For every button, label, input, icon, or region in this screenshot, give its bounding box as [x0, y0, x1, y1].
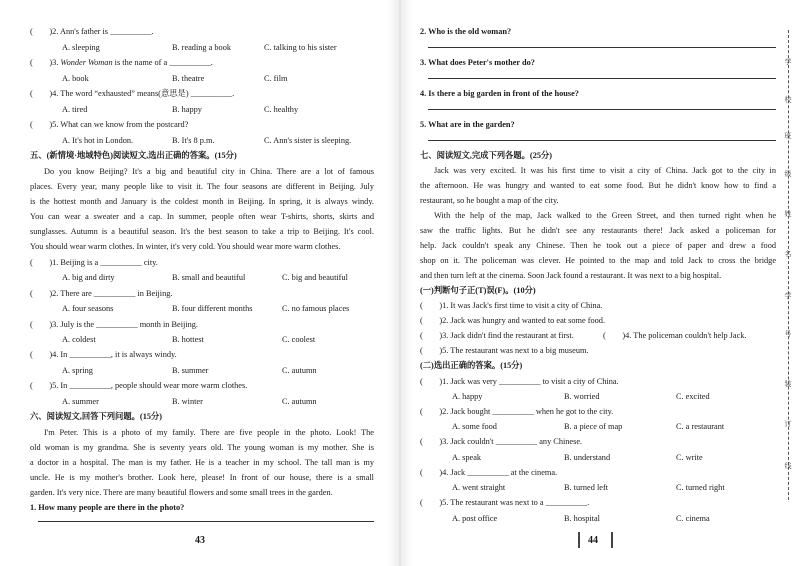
- option-a: A. sleeping: [62, 43, 100, 52]
- option-c: C. Ann's sister is sleeping.: [264, 136, 352, 145]
- passage-line: a doctor in a hospital. The man is my father. He is a teacher in my school. The tall man is my: [30, 458, 374, 467]
- option-b: B. summer: [172, 366, 209, 375]
- question-3-title: Wonder Woman: [60, 58, 113, 67]
- question-3-num: ( )3.: [30, 58, 61, 67]
- question-2: ( )2. Ann's father is __________.: [30, 27, 154, 36]
- option-a: A. post office: [452, 514, 498, 523]
- option-a: A. coldest: [62, 335, 96, 344]
- option-a: A. book: [62, 74, 89, 83]
- tf-question-4: ( )4. The policeman couldn't help Jack.: [603, 331, 747, 340]
- margin-char: 名: [784, 250, 792, 258]
- option-a: A. happy: [452, 392, 483, 401]
- question-3: 3. What does Peter's mother do?: [420, 58, 535, 67]
- option-a: A. big and dirty: [62, 273, 115, 282]
- question-1: 1. How many people are there in the photo?: [30, 503, 185, 512]
- option-b: B. turned left: [564, 483, 609, 492]
- page-number-bar-left: [578, 532, 580, 548]
- mc-question-3: ( )3. Jack couldn't __________ any Chinese.: [420, 437, 583, 446]
- passage-line: garden. It's very nice. There are many beautiful flowers and some small trees in the garden.: [30, 488, 333, 497]
- question-5: ( )5. What can we know from the postcard?: [30, 120, 189, 129]
- option-a: A. went straight: [452, 483, 506, 492]
- answer-line[interactable]: [428, 140, 776, 141]
- section-6-title: 六、阅读短文,回答下列问题。(15分): [30, 412, 163, 421]
- question-5: ( )5. In __________, people should wear more warm clothes.: [30, 381, 248, 390]
- question-3-rest: is the name of a __________.: [112, 58, 213, 67]
- option-b: B. small and beautiful: [172, 273, 246, 282]
- tf-question-2: ( )2. Jack was hungry and wanted to eat some food.: [420, 316, 606, 325]
- option-c: C. autumn: [282, 366, 317, 375]
- right-page: [400, 0, 800, 566]
- passage-line: the afternoon. He was hungry and wanted to eat some food. But he didn't know how to find a: [420, 181, 776, 190]
- section-7-title: 七、阅读短文,完成下列各题。(25分): [420, 151, 553, 160]
- passage-line: help. Jack couldn't speak any Chinese. Then he took out a piece of paper and drew a food: [420, 241, 776, 250]
- option-b: B. a piece of map: [564, 422, 623, 431]
- question-2: ( )2. There are __________ in Beijing.: [30, 289, 173, 298]
- option-c: C. cinema: [676, 514, 710, 523]
- question-4: ( )4. In __________, it is always windy.: [30, 350, 177, 359]
- answer-line[interactable]: [38, 521, 374, 522]
- option-b: B. winter: [172, 397, 203, 406]
- option-c: C. healthy: [264, 105, 299, 114]
- part-2-title: (二)选出正确的答案。(15分): [420, 361, 523, 370]
- question-3: ( )3. July is the __________ month in Beijing.: [30, 320, 199, 329]
- margin-char: 姓: [784, 210, 792, 218]
- mc-question-4: ( )4. Jack __________ at the cinema.: [420, 468, 558, 477]
- option-a: A. tired: [62, 105, 88, 114]
- passage-line: Do you know Beijing? It's a big and beautiful city in China. There are a lot of famous: [44, 167, 374, 176]
- option-c: C. a restaurant: [676, 422, 725, 431]
- option-c: C. big and beautiful: [282, 273, 348, 282]
- option-b: B. worried: [564, 392, 600, 401]
- option-b: B. It's 8 p.m.: [172, 136, 215, 145]
- answer-line[interactable]: [428, 47, 776, 48]
- margin-char: 装: [784, 380, 792, 388]
- margin-char: 学: [784, 292, 792, 300]
- question-3: [30, 58, 213, 68]
- margin-char: 号: [784, 330, 792, 338]
- mc-question-5: ( )5. The restaurant was next to a __________.: [420, 498, 590, 507]
- option-c: C. coolest: [282, 335, 316, 344]
- passage-line: With the help of the map, Jack walked to the Green Street, and then turned right when he: [434, 211, 776, 220]
- passage-line: saw the traffic lights. But he didn't see any restaurants there! Jack asked a policeman for: [420, 226, 776, 235]
- passage-line: sunglasses. Autumn is a beautiful season. It's the best season to take a trip to Beijing. It's cool.: [30, 227, 374, 236]
- margin-char: 学: [784, 58, 792, 66]
- option-b: B. reading a book: [172, 43, 231, 52]
- option-a: A. speak: [452, 453, 482, 462]
- option-a: A. summer: [62, 397, 99, 406]
- tf-question-5: ( )5. The restaurant was next to a big museum.: [420, 346, 589, 355]
- option-a: A. four seasons: [62, 304, 114, 313]
- passage-line: old woman is my grandma. She is seventy years old. The young woman is my mother. She is: [30, 443, 374, 452]
- page-number-bar-right: [611, 532, 613, 548]
- option-c: C. write: [676, 453, 703, 462]
- passage-line: places. Every year, many people like to visit it. The four seasons are different in Beijing. July: [30, 182, 374, 191]
- passage-line: Jack was very excited. It was his first time to visit a city of China. Jack got to the city in: [434, 166, 776, 175]
- option-b: B. understand: [564, 453, 611, 462]
- option-c: C. autumn: [282, 397, 317, 406]
- part-1-title: (一)判断句子正(T)误(F)。(10分): [420, 286, 536, 295]
- passage-line: and then turn left at the cinema. Soon Jack found a restaurant. It was next to a big hospital.: [420, 271, 722, 280]
- tf-question-1: ( )1. It was Jack's first time to visit a city of China.: [420, 301, 603, 310]
- mc-question-2: ( )2. Jack bought __________ when he got to the city.: [420, 407, 614, 416]
- margin-char: 级: [784, 170, 792, 178]
- option-a: A. spring: [62, 366, 93, 375]
- option-b: B. hottest: [172, 335, 204, 344]
- page-number: 43: [195, 535, 205, 546]
- page-number: 44: [588, 535, 598, 546]
- question-1: ( )1. Beijing is a __________ city.: [30, 258, 158, 267]
- margin-char: 校: [784, 96, 792, 104]
- question-4: ( )4. The word “exhausted” means(意思是) __________.: [30, 89, 235, 98]
- margin-char: 订: [784, 420, 792, 428]
- option-b: B. four different months: [172, 304, 253, 313]
- option-c: C. talking to his sister: [264, 43, 337, 52]
- passage-line: uncle. He is my mother's brother. Look here, please! In front of our house, there is a small: [30, 473, 374, 482]
- answer-line[interactable]: [428, 109, 776, 110]
- question-2: 2. Who is the old woman?: [420, 27, 512, 36]
- question-5: 5. What are in the garden?: [420, 120, 515, 129]
- option-b: B. theatre: [172, 74, 205, 83]
- option-c: C. no famous places: [282, 304, 350, 313]
- passage-line: I'm Peter. This is a photo of my family. There are five people in the photo. Look! The: [44, 428, 374, 437]
- section-5-title: 五、(新情境·地域特色)阅读短文,选出正确的答案。(15分): [30, 151, 237, 160]
- margin-char: 线: [784, 462, 792, 470]
- mc-question-1: ( )1. Jack was very __________ to visit a city of China.: [420, 377, 619, 386]
- option-c: C. film: [264, 74, 288, 83]
- answer-line[interactable]: [428, 78, 776, 79]
- option-b: B. happy: [172, 105, 202, 114]
- passage-line: You can wear a sweater and a cap. In summer, people often wear T-shirts, shorts, skirts and: [30, 212, 374, 221]
- passage-line: is the hottest month and January is the coldest month in Beijing. In spring, it is always windy.: [30, 197, 374, 206]
- passage-line: restaurant, so he bought a map of the city.: [420, 196, 559, 205]
- option-a: A. It's hot in London.: [62, 136, 134, 145]
- tf-question-3: ( )3. Jack didn't find the restaurant at first.: [420, 331, 574, 340]
- option-c: C. turned right: [676, 483, 725, 492]
- passage-line: shop on it. The policeman was clever. He pointed to the map and told Jack to cross the bridge: [420, 256, 776, 265]
- question-4: 4. Is there a big garden in front of the house?: [420, 89, 579, 98]
- passage-line: You should wear warm clothes. In winter, it's very cold. You should wear more warm clothes.: [30, 242, 341, 251]
- option-b: B. hospital: [564, 514, 600, 523]
- option-c: C. excited: [676, 392, 710, 401]
- option-a: A. some food: [452, 422, 497, 431]
- margin-char: 班: [784, 132, 792, 140]
